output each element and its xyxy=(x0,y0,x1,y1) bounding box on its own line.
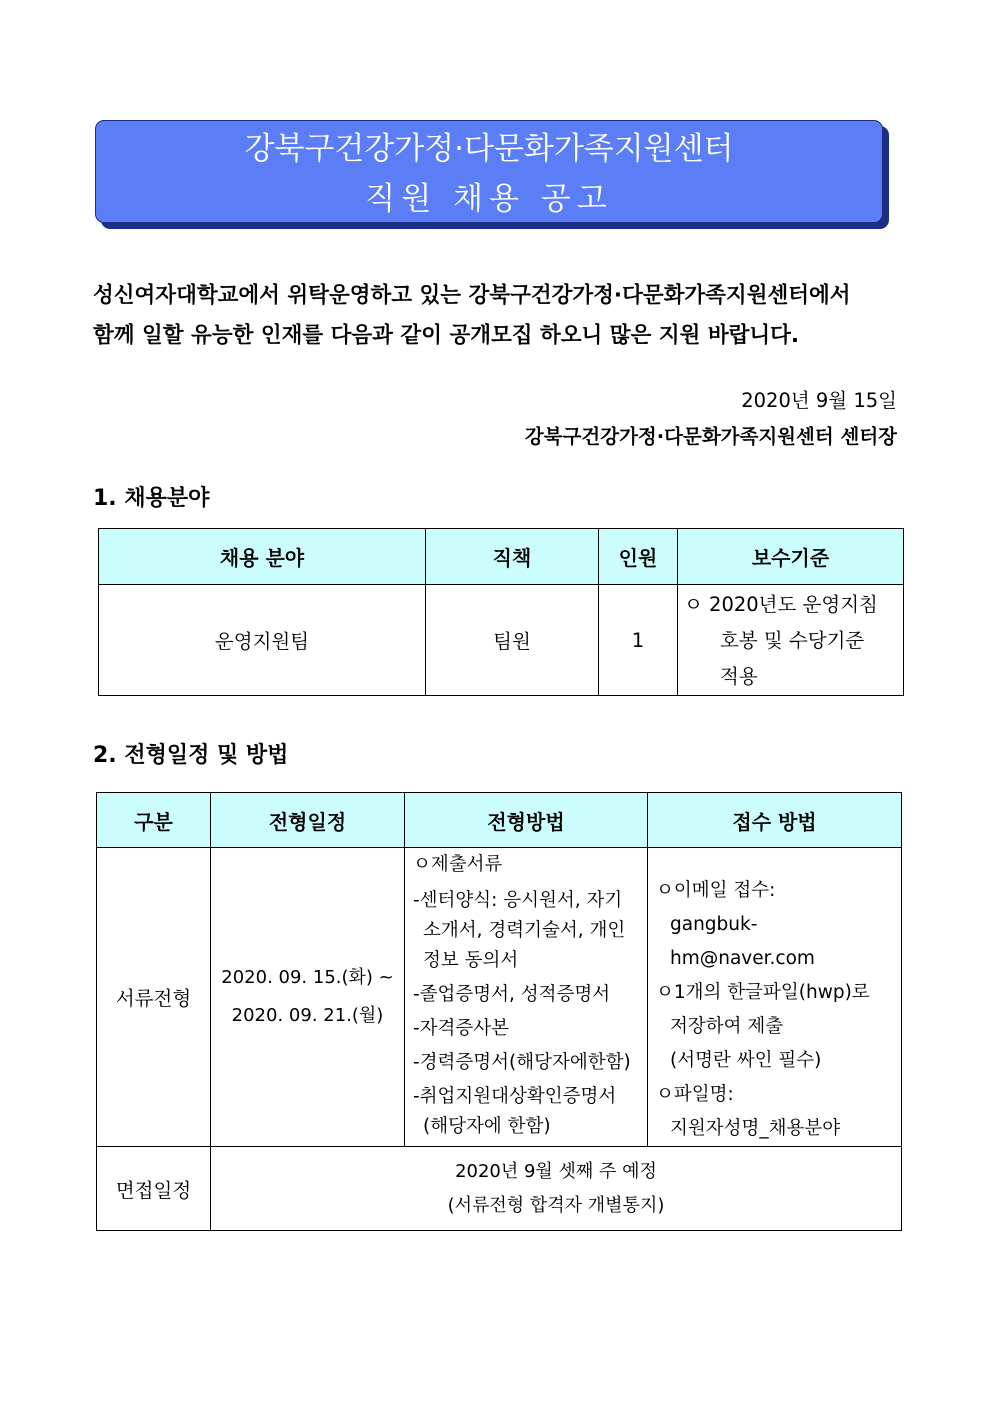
receive-item: 지원자성명_채용분야 xyxy=(670,1118,841,1139)
schedule-method-table xyxy=(96,792,902,1231)
title-center-name: 강북구건강가정·다문화가족지원센터 xyxy=(244,131,734,167)
method-item: ㅇ제출서류 xyxy=(413,854,503,875)
method-item: -경력증명서(해당자에한함) xyxy=(413,1052,631,1073)
header-receive: 접수 방법 xyxy=(648,793,902,848)
pay-line-3: 적용 xyxy=(720,665,758,688)
method-item: (해당자에 한함) xyxy=(423,1116,551,1137)
header-pay: 보수기준 xyxy=(678,529,904,585)
method-item: 소개서, 경력기술서, 개인 xyxy=(423,920,626,941)
method-item: -자격증사본 xyxy=(413,1018,510,1039)
receive-item: ㅇ파일명: xyxy=(656,1084,734,1105)
notice-date: 2020년 9월 15일 xyxy=(741,389,897,412)
header-method: 전형방법 xyxy=(405,793,648,848)
method-item: -졸업증명서, 성적증명서 xyxy=(413,984,611,1005)
cell-doc-label: 서류전형 xyxy=(97,848,211,1147)
receive-item: 저장하여 제출 xyxy=(670,1016,784,1037)
title-banner xyxy=(95,120,883,223)
schedule-end: 2020. 09. 21.(월) xyxy=(231,1005,384,1026)
interview-line-2: (서류전형 합격자 개별통지) xyxy=(447,1194,665,1216)
cell-doc-receive xyxy=(648,848,902,1147)
pay-line-2: 호봉 및 수당기준 xyxy=(720,629,865,652)
cell-field: 운영지원팀 xyxy=(99,585,426,696)
header-schedule: 전형일정 xyxy=(211,793,405,848)
header-field: 채용 분야 xyxy=(99,529,426,585)
header-position: 직책 xyxy=(426,529,599,585)
header-count: 인원 xyxy=(599,529,678,585)
method-item: -취업지원대상확인증명서 xyxy=(413,1086,617,1107)
method-item: 정보 동의서 xyxy=(423,950,519,971)
intro-paragraph xyxy=(93,276,903,356)
title-notice: 직원 채용 공고 xyxy=(365,181,613,217)
cell-interview-schedule xyxy=(211,1147,902,1231)
intro-line-2: 함께 일할 유능한 인재를 다음과 같이 공개모집 하오니 많은 지원 바랍니다. xyxy=(93,323,800,348)
schedule-start: 2020. 09. 15.(화) ~ xyxy=(221,967,394,988)
receive-item: (서명란 싸인 필수) xyxy=(670,1050,822,1071)
notice-signer: 강북구건강가정·다문화가족지원센터 센터장 xyxy=(524,425,897,448)
cell-doc-schedule xyxy=(211,848,405,1147)
cell-pay xyxy=(678,585,904,696)
header-category: 구분 xyxy=(97,793,211,848)
intro-line-1: 성신여자대학교에서 위탁운영하고 있는 강북구건강가정·다문화가족지원센터에서 xyxy=(93,283,851,308)
receive-item: ㅇ이메일 접수: xyxy=(656,880,776,901)
section2-heading: 2. 전형일정 및 방법 xyxy=(93,743,289,768)
method-item: -센터양식: 응시원서, 자기 xyxy=(413,890,623,911)
interview-line-1: 2020년 9월 셋째 주 예정 xyxy=(455,1160,657,1182)
section1-heading: 1. 채용분야 xyxy=(93,486,210,511)
cell-doc-method xyxy=(405,848,648,1147)
receive-email: gangbuk-hm@naver.com xyxy=(670,914,815,969)
cell-interview-label: 면접일정 xyxy=(97,1147,211,1231)
cell-position: 팀원 xyxy=(426,585,599,696)
receive-item: ㅇ1개의 한글파일(hwp)로 xyxy=(656,982,870,1003)
pay-line-1: ㅇ 2020년도 운영지침 xyxy=(684,593,878,616)
recruitment-field-table xyxy=(98,528,904,696)
cell-count: 1 xyxy=(599,585,678,696)
